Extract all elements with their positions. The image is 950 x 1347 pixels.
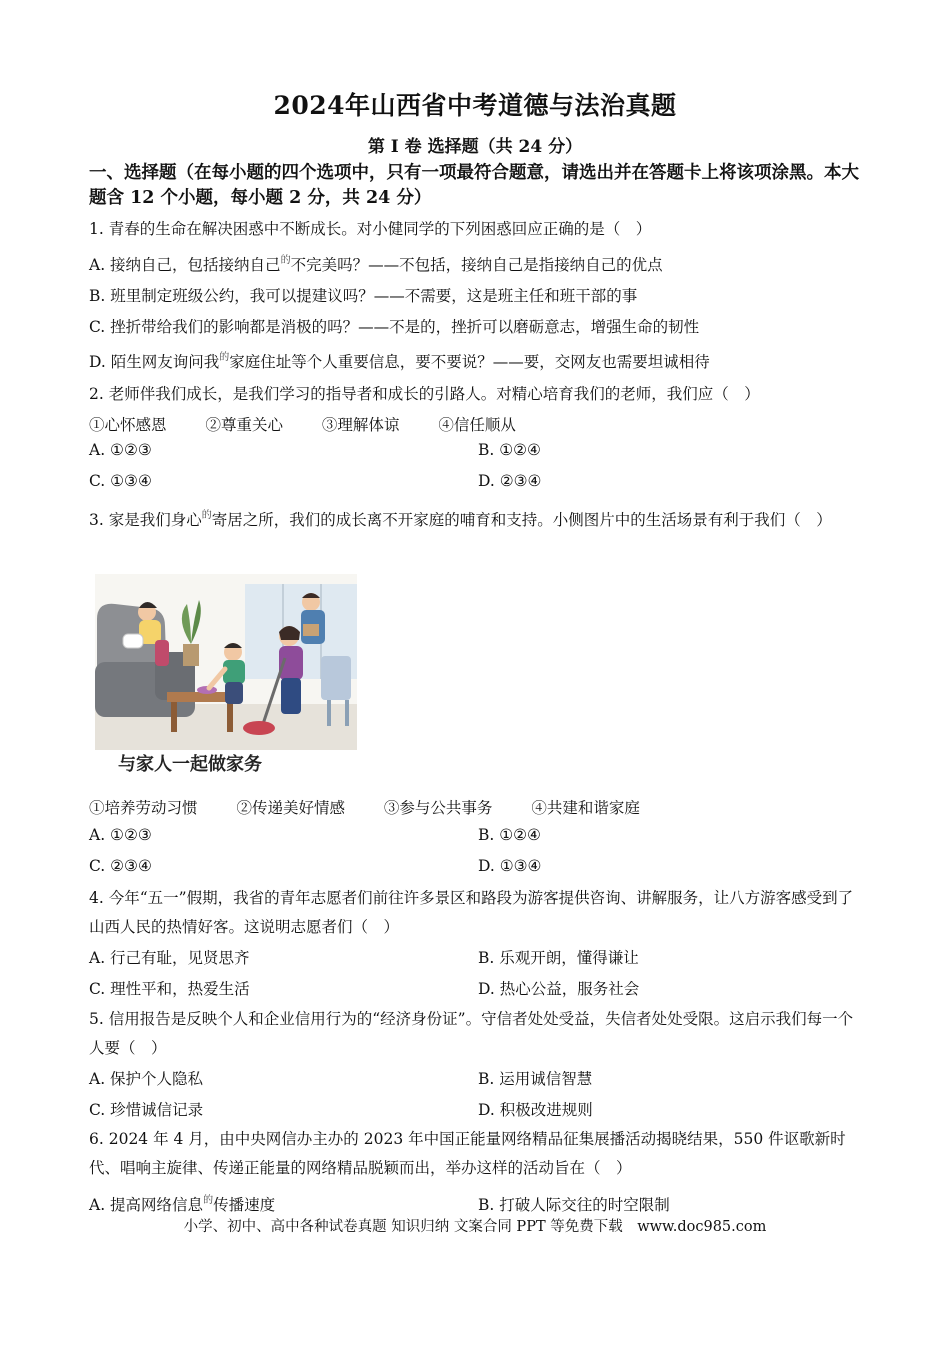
q1-option-d: D. 陌生网友询问我$^的$家庭住址等个人重要信息，要不要说？——要，交网友也需要坦诚相待: [89, 352, 710, 371]
q3-item-1: ①培养劳动习惯: [89, 799, 198, 817]
q4-option-d: D. 热心公益，服务社会: [478, 980, 640, 998]
q3-item-2: ②传递美好情感: [236, 799, 345, 817]
page-footer: 小学、初中、高中各种试卷真题 知识归纳 文案合同 PPT 等免费下载 www.doc985.com: [183, 1219, 767, 1235]
household-chores-illustration: [95, 574, 357, 750]
q1-option-c: C. 挫折带给我们的影响都是消极的吗？——不是的，挫折可以磨砺意志，增强生命的韧性: [89, 318, 700, 336]
section-header: 一、选择题（在每小题的四个选项中，只有一项最符合题意，请选出并在答题卡上将该项涂黑。本大题含 12 个小题，每小题 2 分，共 24 分）: [89, 163, 859, 208]
q1-option-a: A. 接纳自己，包括接纳自己$^的$不完美吗？——不包括，接纳自己是指接纳自己的优点: [89, 255, 663, 274]
q2-item-3: ③理解体谅: [321, 416, 400, 434]
q2-option-a: A. ①②③: [89, 441, 152, 459]
q3-option-c: C. ②③④: [89, 857, 152, 875]
figure-caption: 与家人一起做家务: [118, 754, 262, 775]
q2-option-b: B. ①②④: [478, 441, 541, 459]
page-title: 2024年山西省中考道德与法治真题: [273, 91, 677, 120]
q1-option-b: B. 班里制定班级公约，我可以提建议吗？——不需要，这是班主任和班干部的事: [89, 287, 638, 305]
q2-item-2: ②尊重关心: [205, 416, 283, 434]
q3-option-b: B. ①②④: [478, 826, 541, 844]
q4-option-a: A. 行己有耻，见贤思齐: [89, 949, 250, 967]
q2-option-c: C. ①③④: [89, 472, 152, 490]
q5-option-c: C. 珍惜诚信记录: [89, 1101, 204, 1119]
q5-option-b: B. 运用诚信智慧: [478, 1070, 593, 1088]
q1-stem: 1. 青春的生命在解决困惑中不断成长。对小健同学的下列困惑回应正确的是（ ）: [89, 220, 652, 238]
q2-stem: 2. 老师伴我们成长，是我们学习的指导者和成长的引路人。对精心培育我们的老师，我们应（ ）: [89, 385, 760, 403]
q5-option-a: A. 保护个人隐私: [89, 1070, 204, 1088]
q2-item-4: ④信任顺从: [438, 416, 516, 434]
q6-option-a: A. 提高网络信息$^的$传播速度: [89, 1195, 276, 1214]
q4-option-b: B. 乐观开朗，懂得谦让: [478, 949, 639, 967]
q3-stem: 3. 家是我们身心$^的$寄居之所，我们的成长离不开家庭的哺育和支持。小侧图片中的生活场景有利于我们（ ）: [89, 510, 832, 529]
q4-stem: 4. 今年“五一”假期，我省的青年志愿者们前往许多景区和路段为游客提供咨询、讲解服务，让八方游客感受到了山西人民的热情好客。这说明志愿者们（ ）: [89, 889, 854, 936]
q5-option-d: D. 积极改进规则: [478, 1101, 593, 1119]
q3-option-d: D. ①③④: [478, 857, 542, 875]
q2-items: [89, 413, 550, 435]
q2-item-1: ①心怀感恩: [89, 416, 167, 434]
q6-option-b: B. 打破人际交往的时空限制: [478, 1196, 670, 1214]
q3-items: [89, 796, 674, 818]
q6-stem: 6. 2024 年 4 月，由中央网信办主办的 2023 年中国正能量网络精品征集展播活动揭晓结果，550 件讴歌新时代、唱响主旋律、传递正能量的网络精品脱颖而出，举办这样的活动旨在（ ）: [89, 1130, 846, 1177]
q3-item-4: ④共建和谐家庭: [531, 799, 640, 817]
q2-option-d: D. ②③④: [478, 472, 542, 490]
q3-option-a: A. ①②③: [89, 826, 152, 844]
q4-option-c: C. 理性平和，热爱生活: [89, 980, 250, 998]
q3-item-3: ③参与公共事务: [383, 799, 493, 817]
q5-stem: 5. 信用报告是反映个人和企业信用行为的“经济身份证”。守信者处处受益，失信者处处受限。这启示我们每一个人要（ ）: [89, 1010, 854, 1057]
section-subtitle: 第 I 卷 选择题（共 24 分）: [367, 137, 583, 157]
